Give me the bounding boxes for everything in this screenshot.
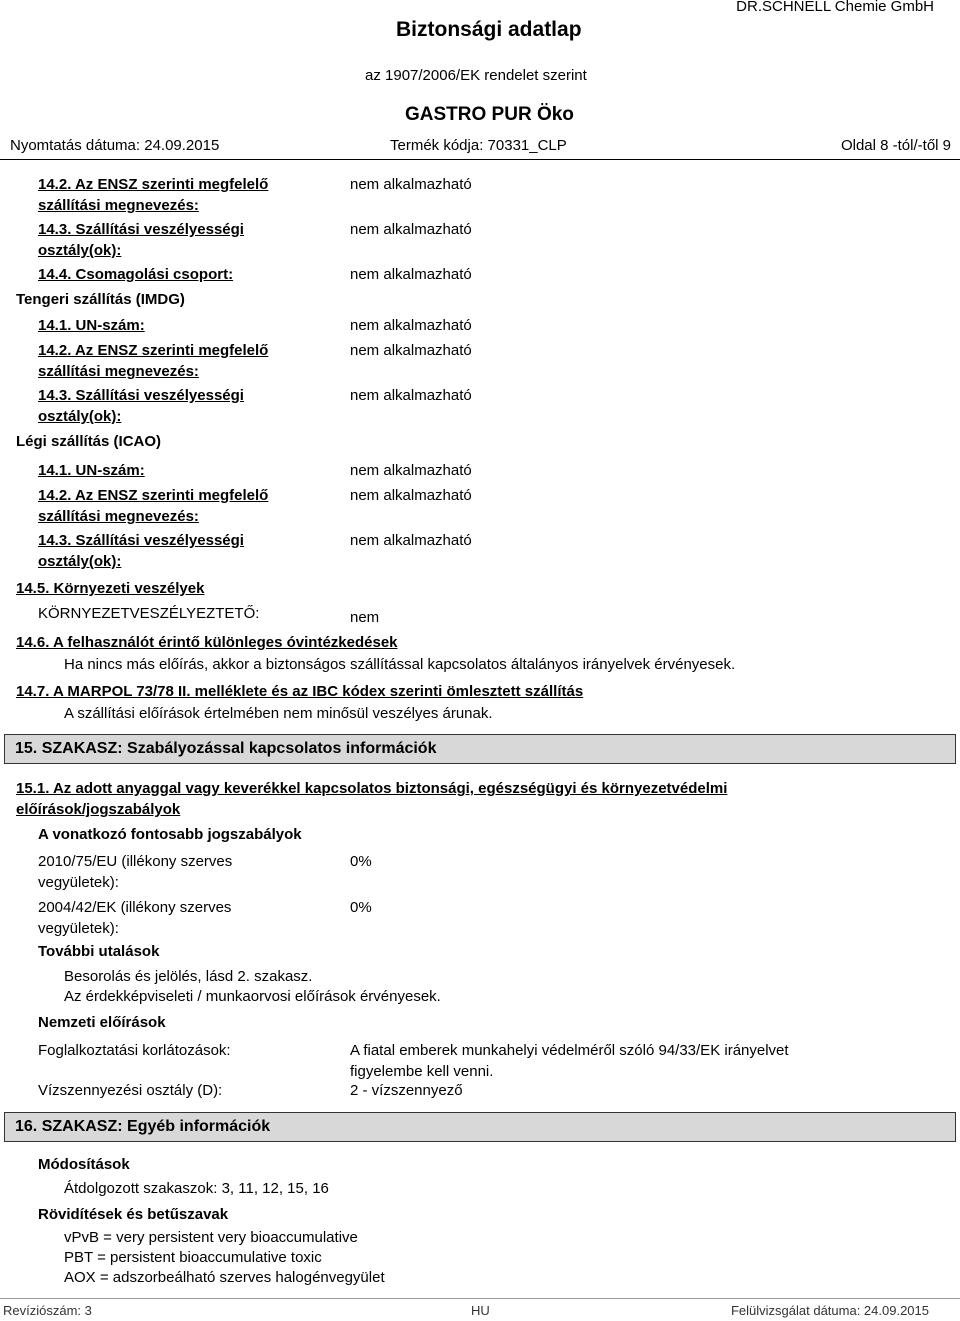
icao-row-label: 14.1. UN-szám:: [38, 462, 145, 479]
section-16-header: 16. SZAKASZ: Egyéb információk: [4, 1112, 956, 1142]
print-date: Nyomtatás dátuma: 24.09.2015: [10, 137, 220, 154]
env-title: 14.5. Környezeti veszélyek: [16, 580, 205, 597]
top-row-label: 14.2. Az ENSZ szerinti megfelelő szállítási megnevezés:: [38, 176, 269, 214]
product-name: GASTRO PUR Öko: [405, 104, 574, 125]
page-number: Oldal 8 -tól/-től 9: [840, 137, 951, 154]
section-15-header: 15. SZAKASZ: Szabályozással kapcsolatos információk: [4, 734, 956, 764]
top-row-value: nem alkalmazható: [350, 176, 472, 193]
env-value: nem: [350, 609, 380, 626]
s151-title: 15.1. Az adott anyaggal vagy keverékkel kapcsolatos biztonsági, egészségügyi és környezetvédelmi előírások/jogszabályok: [16, 780, 728, 818]
imdg-row-label: 14.2. Az ENSZ szerinti megfelelő szállítási megnevezés:: [38, 342, 269, 380]
icao-row-value: nem alkalmazható: [350, 532, 472, 549]
top-row-label: 14.3. Szállítási veszélyességi osztály(ok):: [38, 221, 244, 259]
abbr-line: vPvB = very persistent very bioaccumulative: [64, 1229, 358, 1246]
env-label: KÖRNYEZETVESZÉLYEZTETŐ:: [38, 605, 260, 622]
imdg-row-label: 14.1. UN-szám:: [38, 317, 145, 334]
imdg-row-value: nem alkalmazható: [350, 387, 472, 404]
top-row-value: nem alkalmazható: [350, 221, 472, 238]
law-value: 0%: [350, 899, 372, 916]
national-label: Foglalkoztatási korlátozások:: [38, 1042, 231, 1059]
national-label: Vízszennyezési osztály (D):: [38, 1082, 223, 1099]
top-row-value: nem alkalmazható: [350, 266, 472, 283]
law-value: 0%: [350, 853, 372, 870]
laws-title: A vonatkozó fontosabb jogszabályok: [38, 826, 302, 843]
company-name: DR.SCHNELL Chemie GmbH: [736, 0, 934, 15]
imdg-row-value: nem alkalmazható: [350, 342, 472, 359]
icao-row-label: 14.2. Az ENSZ szerinti megfelelő szállítási megnevezés:: [38, 487, 269, 525]
s146-text: Ha nincs más előírás, akkor a biztonságos szállítással kapcsolatos általányos irányelvek érvényesek.: [64, 656, 736, 673]
icao-title: Légi szállítás (ICAO): [16, 433, 162, 450]
imdg-row-value: nem alkalmazható: [350, 317, 472, 334]
icao-row-value: nem alkalmazható: [350, 487, 472, 504]
abbr-line: AOX = adszorbeálható szerves halogénvegyület: [64, 1269, 385, 1286]
language-code: HU: [471, 1303, 490, 1318]
product-code: Termék kódja: 70331_CLP: [390, 137, 567, 154]
abbr-line: PBT = persistent bioaccumulative toxic: [64, 1249, 322, 1266]
national-value: A fiatal emberek munkahelyi védelméről szóló 94/33/EK irányelvet figyelembe kell venni.: [350, 1042, 789, 1080]
top-row-label: 14.4. Csomagolási csoport:: [38, 266, 234, 283]
mod-title: Módosítások: [38, 1156, 130, 1173]
footer-divider: [0, 1298, 960, 1299]
national-value: 2 - vízszennyező: [350, 1082, 463, 1099]
s147-text: A szállítási előírások értelmében nem minősül veszélyes árunak.: [64, 705, 493, 722]
law-label: 2010/75/EU (illékony szerves vegyületek):: [38, 853, 233, 891]
regulation-text: az 1907/2006/EK rendelet szerint: [365, 67, 587, 84]
further-line: Besorolás és jelölés, lásd 2. szakasz.: [64, 968, 313, 985]
s147-title: 14.7. A MARPOL 73/78 II. melléklete és az IBC kódex szerinti ömlesztett szállítás: [16, 683, 584, 700]
further-line: Az érdekképviseleti / munkaorvosi előírások érvényesek.: [64, 988, 441, 1005]
law-label: 2004/42/EK (illékony szerves vegyületek):: [38, 899, 232, 937]
review-date: Felülvizsgálat dátuma: 24.09.2015: [730, 1303, 929, 1318]
icao-row-label: 14.3. Szállítási veszélyességi osztály(ok):: [38, 532, 244, 570]
revision-number: Revíziószám: 3: [3, 1303, 92, 1318]
national-title: Nemzeti előírások: [38, 1014, 166, 1031]
further-title: További utalások: [38, 943, 160, 960]
imdg-row-label: 14.3. Szállítási veszélyességi osztály(ok):: [38, 387, 244, 425]
icao-row-value: nem alkalmazható: [350, 462, 472, 479]
header-divider: [0, 159, 960, 160]
imdg-title: Tengeri szállítás (IMDG): [16, 291, 185, 308]
abbr-title: Rövidítések és betűszavak: [38, 1206, 229, 1223]
s146-title: 14.6. A felhasználót érintő különleges óvintézkedések: [16, 634, 398, 651]
mod-text: Átdolgozott szakaszok: 3, 11, 12, 15, 16: [64, 1180, 329, 1197]
document-title: Biztonsági adatlap: [396, 18, 582, 41]
